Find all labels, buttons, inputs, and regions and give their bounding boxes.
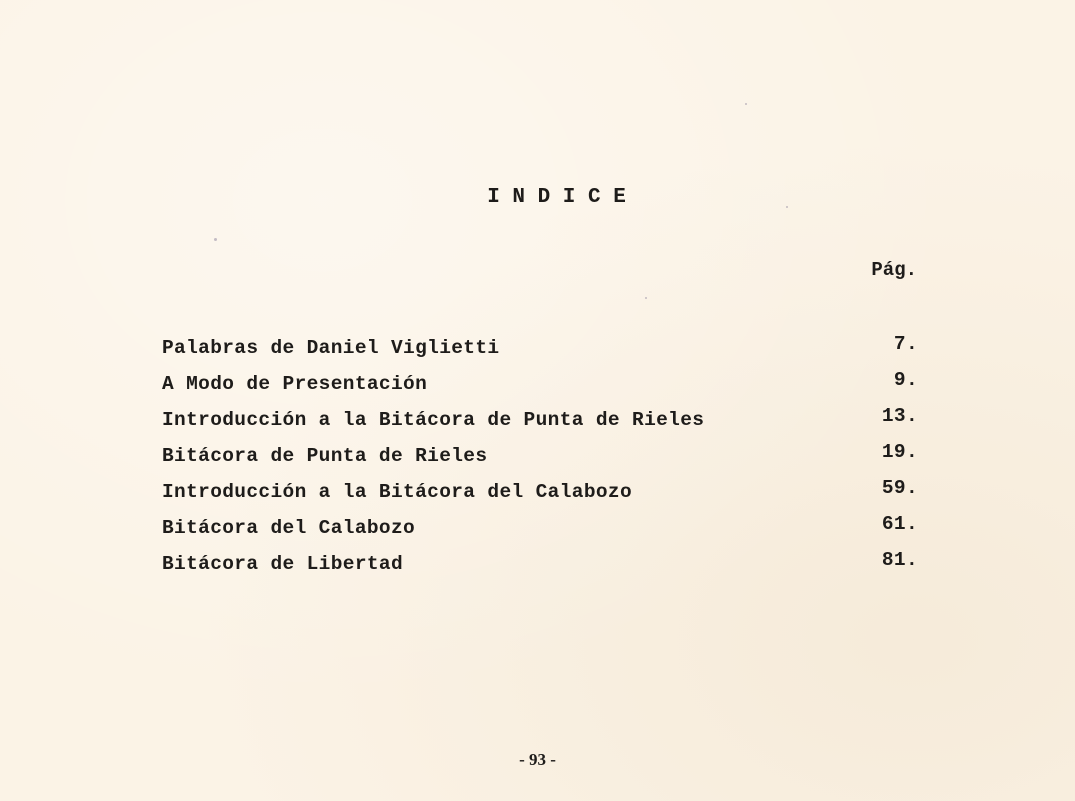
toc-entry-page: 9. — [893, 369, 918, 391]
toc-entry — [162, 330, 918, 366]
page-column-label: Pág. — [871, 259, 917, 281]
toc-entry-title: Introducción a la Bitácora del Calabozo — [162, 481, 633, 503]
toc-entry — [162, 546, 918, 582]
toc-entry-title: Bitácora de Libertad — [162, 553, 404, 575]
toc-entry — [162, 402, 918, 438]
page-number: - 93 - — [519, 750, 556, 769]
paper-speck — [745, 103, 747, 105]
toc-entry-page: 59. — [881, 477, 918, 499]
toc-entry-title: A Modo de Presentación — [162, 373, 428, 395]
paper-speck — [214, 238, 217, 241]
toc-entry-page: 13. — [881, 405, 918, 427]
toc-entry-page: 19. — [881, 441, 918, 463]
toc-entry-title: Introducción a la Bitácora de Punta de Rieles — [162, 409, 705, 431]
toc-entry — [162, 366, 918, 402]
table-of-contents — [162, 330, 918, 582]
toc-entry — [162, 510, 918, 546]
toc-entry-page: 61. — [881, 513, 918, 535]
toc-entry — [162, 474, 918, 510]
toc-entry-page: 7. — [893, 333, 918, 355]
toc-entry-title: Bitácora de Punta de Rieles — [162, 445, 488, 467]
index-title — [0, 186, 1075, 209]
toc-entry-title: Bitácora del Calabozo — [162, 517, 416, 539]
paper-speck — [645, 297, 647, 299]
toc-entry-title: Palabras de Daniel Viglietti — [162, 337, 500, 359]
toc-entry — [162, 438, 918, 474]
toc-entry-page: 81. — [881, 549, 918, 571]
index-title-text: I N D I C E — [487, 186, 626, 209]
